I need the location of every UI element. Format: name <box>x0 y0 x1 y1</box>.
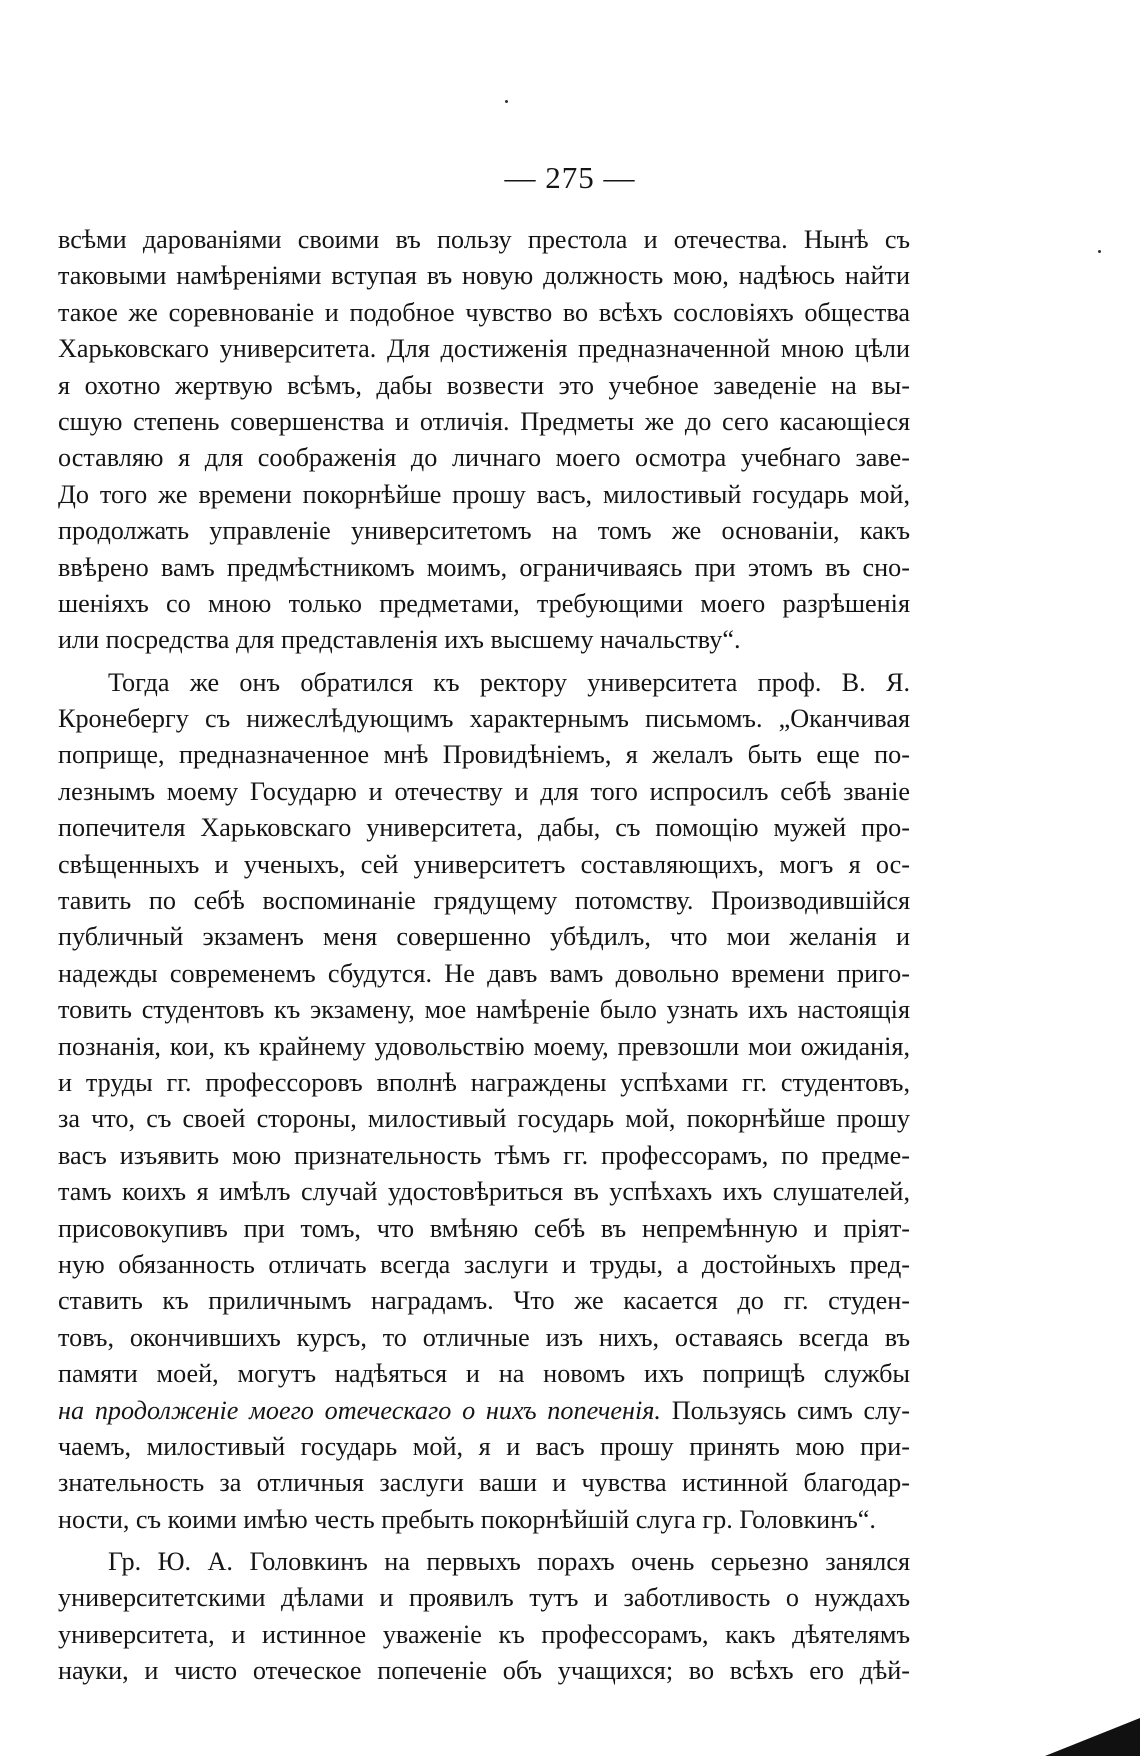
text-line: оставляю я для соображенія до личнаго моего осмотра учебнаго заве- <box>58 443 910 473</box>
text-line: я охотно жертвую всѣмъ, дабы возвести это учебное заведеніе на вы- <box>58 370 910 400</box>
scan-speck <box>505 100 508 103</box>
text-line: поприще, предназначенное мнѣ Провидѣніемъ, я желалъ быть еще по- <box>58 740 910 770</box>
text-line: товить студентовъ къ экзамену, мое намѣреніе было узнать ихъ настоящія <box>58 995 910 1025</box>
text-line: шеніяхъ со мною только предметами, требующими моего разрѣшенія <box>58 588 910 618</box>
text-fragment: Пользуясь симъ слу- <box>660 1395 910 1425</box>
text-line: науки, и чисто отеческое попеченіе объ учащихся; во всѣхъ его дѣй- <box>58 1656 910 1686</box>
paragraph-1 <box>58 222 910 659</box>
text-line: за что, съ своей стороны, милостивый государь мой, покорнѣйше прошу <box>58 1104 910 1134</box>
text-line: ную обязанность отличать всегда заслуги и труды, а достойныхъ пред- <box>58 1249 910 1279</box>
text-line: сшую степень совершенства и отличія. Предметы же до сего касающіеся <box>58 406 910 436</box>
text-line: Тогда же онъ обратился къ ректору университета проф. В. Я. <box>108 667 910 697</box>
text-line: попечителя Харьковскаго университета, дабы, съ помощію мужей про- <box>58 813 910 843</box>
text-line: Кронебергу съ нижеслѣдующимъ характернымъ письмомъ. „Оканчивая <box>58 704 910 734</box>
text-line: ввѣрено вамъ предмѣстникомъ моимъ, ограничиваясь при этомъ въ сно- <box>58 552 910 582</box>
text-line: и труды гг. профессоровъ вполнѣ награждены успѣхами гг. студентовъ, <box>58 1067 910 1097</box>
text-line: чаемъ, милостивый государь мой, я и васъ прошу принять мою при- <box>58 1431 910 1461</box>
text-line: надежды современемъ сбудутся. Не давъ вамъ довольно времени приго- <box>58 958 910 988</box>
text-line: свѣщенныхъ и ученыхъ, сей университетъ составляющихъ, могъ я ос- <box>58 849 910 879</box>
paragraph-3 <box>58 1544 910 1690</box>
text-line: таковыми намѣреніями вступая въ новую должность мою, надѣюсь найти <box>58 261 910 291</box>
text-line-mixed <box>58 1393 910 1429</box>
text-line: тавить по себѣ воспоминаніе грядущему потомству. Производившійся <box>58 886 910 916</box>
paragraph-2 <box>58 665 910 1538</box>
text-line: знательность за отличныя заслуги ваши и чувства истинной благодар- <box>58 1468 910 1498</box>
page-number: — 275 — <box>504 160 636 195</box>
text-line: ности, съ коими имѣю честь пребыть покорнѣйшій слуга гр. Головкинъ“. <box>58 1504 876 1534</box>
text-line: До того же времени покорнѣйше прошу васъ, милостивый государь мой, <box>58 479 910 509</box>
text-line: Гр. Ю. А. Головкинъ на первыхъ порахъ очень серьезно занялся <box>108 1547 910 1577</box>
text-line: познанія, кои, къ крайнему удовольствію моему, превзошли мои ожиданія, <box>58 1031 910 1061</box>
text-line: тамъ коихъ я имѣлъ случай удостовѣриться въ успѣхахъ ихъ слушателей, <box>58 1177 910 1207</box>
text-line: Харьковскаго университета. Для достиженія предназначенной мною цѣли <box>58 334 910 364</box>
text-line: университета, и истинное уваженіе къ профессорамъ, какъ дѣятелямъ <box>58 1619 910 1649</box>
text-line: всѣми дарованіями своими въ пользу престола и отечества. Нынѣ съ <box>58 225 910 254</box>
text-line: продолжать управленіе университетомъ на томъ же основаніи, какъ <box>58 516 910 546</box>
text-line: публичный экзаменъ меня совершенно убѣдилъ, что мои желанія и <box>58 922 910 952</box>
text-line: университетскими дѣлами и проявилъ тутъ и заботливость о нуждахъ <box>58 1583 910 1613</box>
text-line: товъ, окончившихъ курсъ, то отличные изъ нихъ, оставаясь всегда въ <box>58 1322 910 1352</box>
body-text <box>58 222 910 1690</box>
text-line: такое же соревнованіе и подобное чувство во всѣхъ сословіяхъ общества <box>58 297 910 327</box>
italic-phrase: на продолженіе моего отеческаго о нихъ попеченія. <box>58 1395 661 1425</box>
text-line: или посредства для представленія ихъ высшему начальству“. <box>58 625 741 655</box>
scan-speck <box>1098 250 1101 253</box>
text-line: васъ изъявить мою признательность тѣмъ гг. профессорамъ, по предме- <box>58 1140 910 1170</box>
text-line: ставить къ приличнымъ наградамъ. Что же касается до гг. студен- <box>58 1286 910 1316</box>
scan-corner-shadow <box>1045 1718 1140 1756</box>
text-line: памяти моей, могутъ надѣяться и на новомъ ихъ поприщѣ службы <box>58 1359 910 1389</box>
text-line: присовокупивъ при томъ, что вмѣняю себѣ въ непремѣнную и пріят- <box>58 1213 910 1243</box>
text-line: лезнымъ моему Государю и отечеству и для того испросилъ себѣ званіе <box>58 776 910 806</box>
